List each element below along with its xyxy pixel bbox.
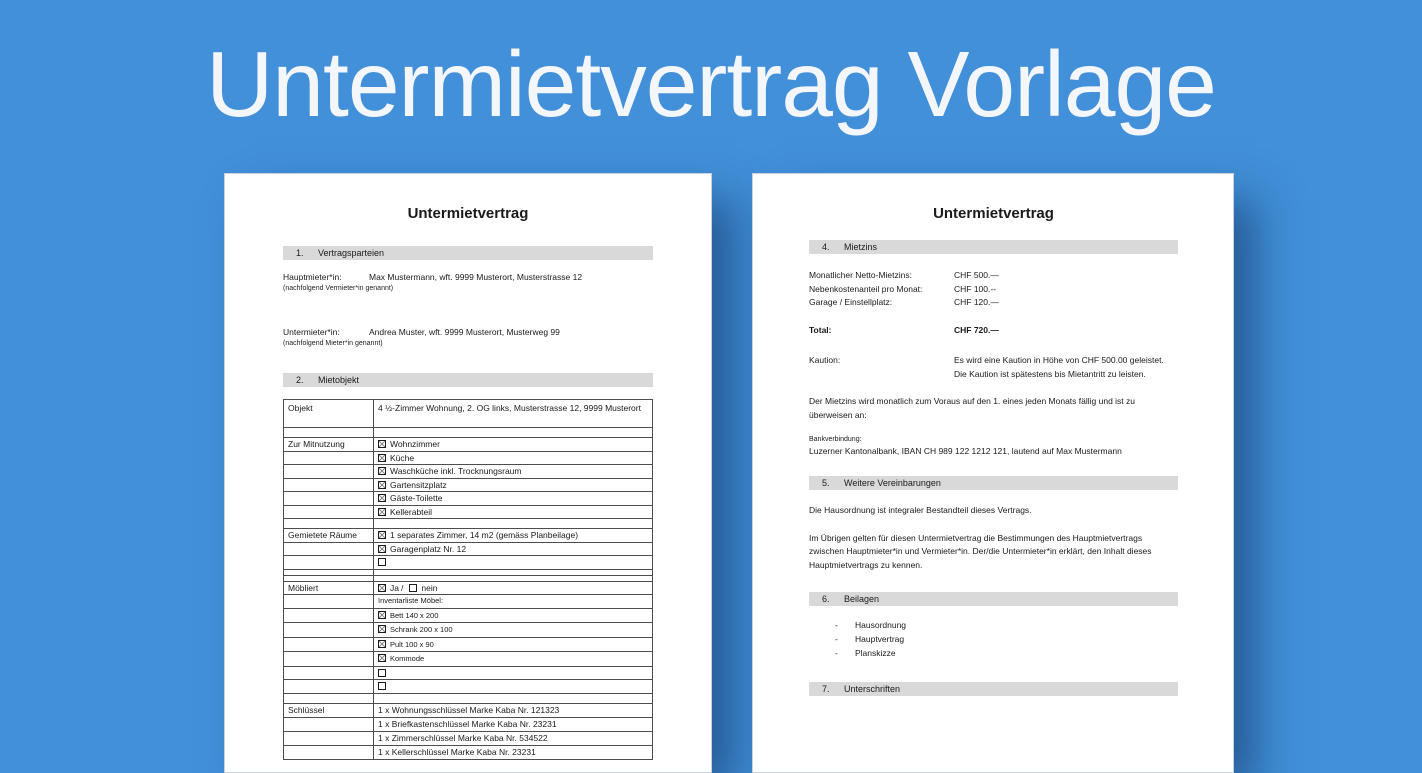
row-label-cell — [284, 465, 374, 479]
checkbox-label: Bett 140 x 200 — [390, 610, 439, 620]
section-number: 2. — [296, 375, 304, 385]
table-row — [284, 637, 653, 652]
kaution-label: Kaution: — [809, 355, 841, 365]
checkbox-checked-icon — [378, 440, 386, 448]
row-label-cell — [284, 717, 374, 731]
row-value-cell — [374, 637, 653, 652]
section-header-mietzins — [809, 240, 1178, 254]
table-row — [284, 623, 653, 638]
table-row — [284, 438, 653, 452]
checkbox-unchecked-icon — [378, 669, 386, 677]
party-note: (nachfolgend Mieter*in genannt) — [283, 340, 383, 347]
checkbox-checked-icon — [378, 481, 386, 489]
section-title: Beilagen — [844, 594, 880, 604]
beilage-item: - Hauptvertrag — [809, 632, 1178, 646]
section-number: 7. — [822, 684, 830, 694]
rent-total-row — [809, 324, 1178, 338]
contract-page-2 — [752, 173, 1234, 773]
section-title: Vertragsparteien — [318, 248, 385, 258]
row-value-cell — [374, 438, 653, 452]
section-header-beilagen — [809, 592, 1178, 606]
beilagen-list — [809, 618, 1178, 660]
checkbox-unchecked-icon — [378, 682, 386, 690]
checkbox-checked-icon — [378, 467, 386, 475]
row-label-cell: Objekt — [284, 400, 374, 428]
table-row — [284, 652, 653, 667]
rent-row — [809, 269, 1178, 283]
row-value-cell — [374, 556, 653, 570]
section-number: 4. — [822, 242, 830, 252]
bank-value: Luzerner Kantonalbank, IBAN CH 989 122 1212 121, lautend auf Max Mustermann — [809, 446, 1122, 456]
row-label-cell — [284, 680, 374, 694]
rent-value: CHF 120.— — [954, 297, 999, 307]
row-value-cell — [374, 492, 653, 506]
row-label-cell: Möbliert — [284, 581, 374, 595]
checkbox-checked-icon — [378, 625, 386, 633]
rent-label: Nebenkostenanteil pro Monat: — [809, 283, 923, 294]
row-value-cell: 4 ½-Zimmer Wohnung, 2. OG links, Musterstrasse 12, 9999 Musterort — [374, 400, 653, 428]
table-row — [284, 693, 653, 703]
row-label-cell — [284, 637, 374, 652]
section-header-unterschriften — [809, 682, 1178, 696]
party-role-label: Hauptmieter*in: — [283, 272, 342, 282]
rent-value: CHF 100.-- — [954, 283, 997, 294]
row-label-cell — [284, 745, 374, 759]
table-row — [284, 745, 653, 759]
rent-label: Garage / Einstellplatz: — [809, 297, 893, 307]
kaution-line1: Es wird eine Kaution in Höhe von CHF 500.00 geleistet. — [954, 355, 1164, 365]
section-title: Unterschriften — [844, 684, 901, 694]
checkbox-label: Gartensitzplatz — [390, 479, 447, 490]
party-note: (nachfolgend Vermieter*in genannt) — [283, 285, 394, 292]
row-value-cell — [374, 505, 653, 519]
row-label-cell — [284, 478, 374, 492]
checkbox-checked-icon — [378, 454, 386, 462]
row-value-cell: 1 x Briefkastenschlüssel Marke Kaba Nr. 23231 — [374, 717, 653, 731]
checkbox-checked-icon — [378, 531, 386, 539]
party-value: Max Mustermann, wft. 9999 Musterort, Musterstrasse 12 — [369, 272, 583, 282]
section-header-mietobjekt — [283, 373, 653, 387]
section-header-vertragsparteien — [283, 246, 653, 260]
table-row — [284, 556, 653, 570]
banner-title: Untermietvertrag Vorlage — [206, 32, 1216, 136]
row-label-cell — [284, 608, 374, 623]
row-label-cell — [284, 428, 374, 438]
checkbox-label: Gäste-Toilette — [390, 493, 443, 503]
checkbox-checked-icon — [378, 640, 386, 648]
table-row — [284, 608, 653, 623]
nein-label: nein — [421, 582, 438, 593]
paragraph-hausordnung: Die Hausordnung ist integraler Bestandteil dieses Vertrags. — [809, 505, 1032, 515]
row-label-cell — [284, 731, 374, 745]
kaution-line2: Die Kaution ist spätestens bis Mietantritt zu leisten. — [954, 368, 1146, 379]
row-label-cell — [284, 652, 374, 667]
section-title: Weitere Vereinbarungen — [844, 478, 941, 488]
checkbox-label: Kellerabteil — [390, 506, 433, 517]
row-value-cell: 1 x Wohnungsschlüssel Marke Kaba Nr. 121323 — [374, 703, 653, 717]
page1-doc-title: Untermietvertrag — [407, 205, 529, 222]
paragraph-uebrigen: Im Übrigen gelten für diesen Untermietvertrag die Bestimmungen des Hauptmietvertrags zwischen Hauptmieter*in und Vermieter*in. Der/die Untermieter*in erklärt, den Inhalt dieses Hauptmietvertrags zu kennen. — [809, 532, 1152, 570]
row-value-cell: 1 x Zimmerschlüssel Marke Kaba Nr. 534522 — [374, 731, 653, 745]
row-value-cell — [374, 529, 653, 543]
table-row — [284, 542, 653, 556]
row-value-cell — [374, 693, 653, 703]
total-value: CHF 720.— — [954, 324, 999, 335]
checkbox-checked-icon — [378, 494, 386, 502]
table-row — [284, 703, 653, 717]
kaution-text — [954, 354, 1164, 381]
section-title: Mietobjekt — [318, 375, 360, 385]
party-untermieter — [283, 326, 653, 349]
party-role-label: Untermieter*in: — [283, 327, 340, 337]
row-value-cell — [374, 623, 653, 638]
contract-page-1 — [224, 173, 712, 773]
checkbox-checked-icon — [378, 654, 386, 662]
checkbox-label: Schrank 200 x 100 — [390, 625, 453, 634]
checkbox-checked-icon — [378, 611, 386, 619]
checkbox-checked-icon — [378, 584, 386, 592]
table-row — [284, 519, 653, 529]
section-number: 6. — [822, 594, 830, 604]
row-value-cell — [374, 581, 653, 595]
table-row — [284, 581, 653, 595]
section-title: Mietzins — [844, 242, 878, 252]
row-value-cell — [374, 680, 653, 694]
row-label-cell — [284, 666, 374, 680]
row-value-cell — [374, 542, 653, 556]
rent-label: Monatlicher Netto-Mietzins: — [809, 270, 912, 280]
row-label-cell — [284, 542, 374, 556]
section-number: 5. — [822, 478, 830, 488]
row-label-cell: Gemietete Räume — [284, 529, 374, 543]
row-value-cell — [374, 428, 653, 438]
table-row — [284, 731, 653, 745]
row-value-cell — [374, 478, 653, 492]
checkbox-unchecked-icon — [409, 584, 417, 592]
table-row — [284, 505, 653, 519]
checkbox-label: Waschküche inkl. Trocknungsraum — [390, 466, 522, 476]
party-value: Andrea Muster, wft. 9999 Musterort, Musterweg 99 — [369, 327, 560, 337]
paragraph-due-date: Der Mietzins wird monatlich zum Voraus auf den 1. eines jeden Monats fällig und ist zu überweisen an: — [809, 396, 1135, 420]
rent-row — [809, 296, 1178, 310]
kaution-row — [809, 354, 1178, 381]
checkbox-label: Wohnzimmer — [390, 439, 440, 449]
beilage-item: - Hausordnung — [809, 618, 1178, 632]
mietobjekt-table — [283, 399, 653, 760]
table-row — [284, 400, 653, 428]
rent-row — [809, 283, 1178, 297]
checkbox-checked-icon — [378, 508, 386, 516]
ja-nein-separator: / — [400, 582, 404, 593]
checkbox-label: Garagenplatz Nr. 12 — [390, 543, 467, 554]
row-value-cell — [374, 608, 653, 623]
row-value-cell — [374, 519, 653, 529]
row-label-cell — [284, 519, 374, 529]
total-label: Total: — [809, 324, 832, 335]
row-label-cell — [284, 451, 374, 465]
row-label-cell — [284, 505, 374, 519]
row-label-cell — [284, 556, 374, 570]
table-row — [284, 595, 653, 609]
row-label-cell — [284, 693, 374, 703]
row-value-cell — [374, 652, 653, 667]
table-row — [284, 451, 653, 465]
section-number: 1. — [296, 248, 304, 258]
checkbox-unchecked-icon — [378, 558, 386, 566]
row-label-cell: Zur Mitnutzung — [284, 438, 374, 452]
checkbox-checked-icon — [378, 545, 386, 553]
checkbox-label: Pult 100 x 90 — [390, 639, 434, 649]
row-label-cell: Schlüssel — [284, 703, 374, 717]
row-value-cell: 1 x Kellerschlüssel Marke Kaba Nr. 23231 — [374, 745, 653, 759]
table-row — [284, 529, 653, 543]
table-row — [284, 428, 653, 438]
table-row — [284, 717, 653, 731]
row-label-cell — [284, 623, 374, 638]
rent-value: CHF 500.— — [954, 270, 999, 280]
table-row — [284, 465, 653, 479]
beilage-item: - Planskizze — [809, 646, 1178, 660]
page2-doc-title: Untermietvertrag — [933, 205, 1054, 222]
rent-rows — [809, 269, 1178, 310]
checkbox-label: Kommode — [390, 654, 425, 663]
ja-label: Ja — [390, 582, 399, 593]
checkbox-label: 1 separates Zimmer, 14 m2 (gemäss Planbeilage) — [390, 530, 579, 540]
row-value-cell — [374, 465, 653, 479]
bank-label: Bankverbindung: — [809, 436, 862, 443]
party-hauptmieter — [283, 271, 653, 294]
section-header-weitere-vereinbarungen — [809, 476, 1178, 490]
row-label-cell — [284, 595, 374, 609]
row-value-cell: Inventarliste Möbel: — [374, 595, 653, 609]
row-value-cell — [374, 451, 653, 465]
table-row — [284, 680, 653, 694]
table-row — [284, 666, 653, 680]
bank-details — [809, 434, 1178, 458]
checkbox-label: Küche — [390, 452, 415, 463]
table-row — [284, 492, 653, 506]
row-label-cell — [284, 492, 374, 506]
table-row — [284, 478, 653, 492]
row-value-cell — [374, 666, 653, 680]
